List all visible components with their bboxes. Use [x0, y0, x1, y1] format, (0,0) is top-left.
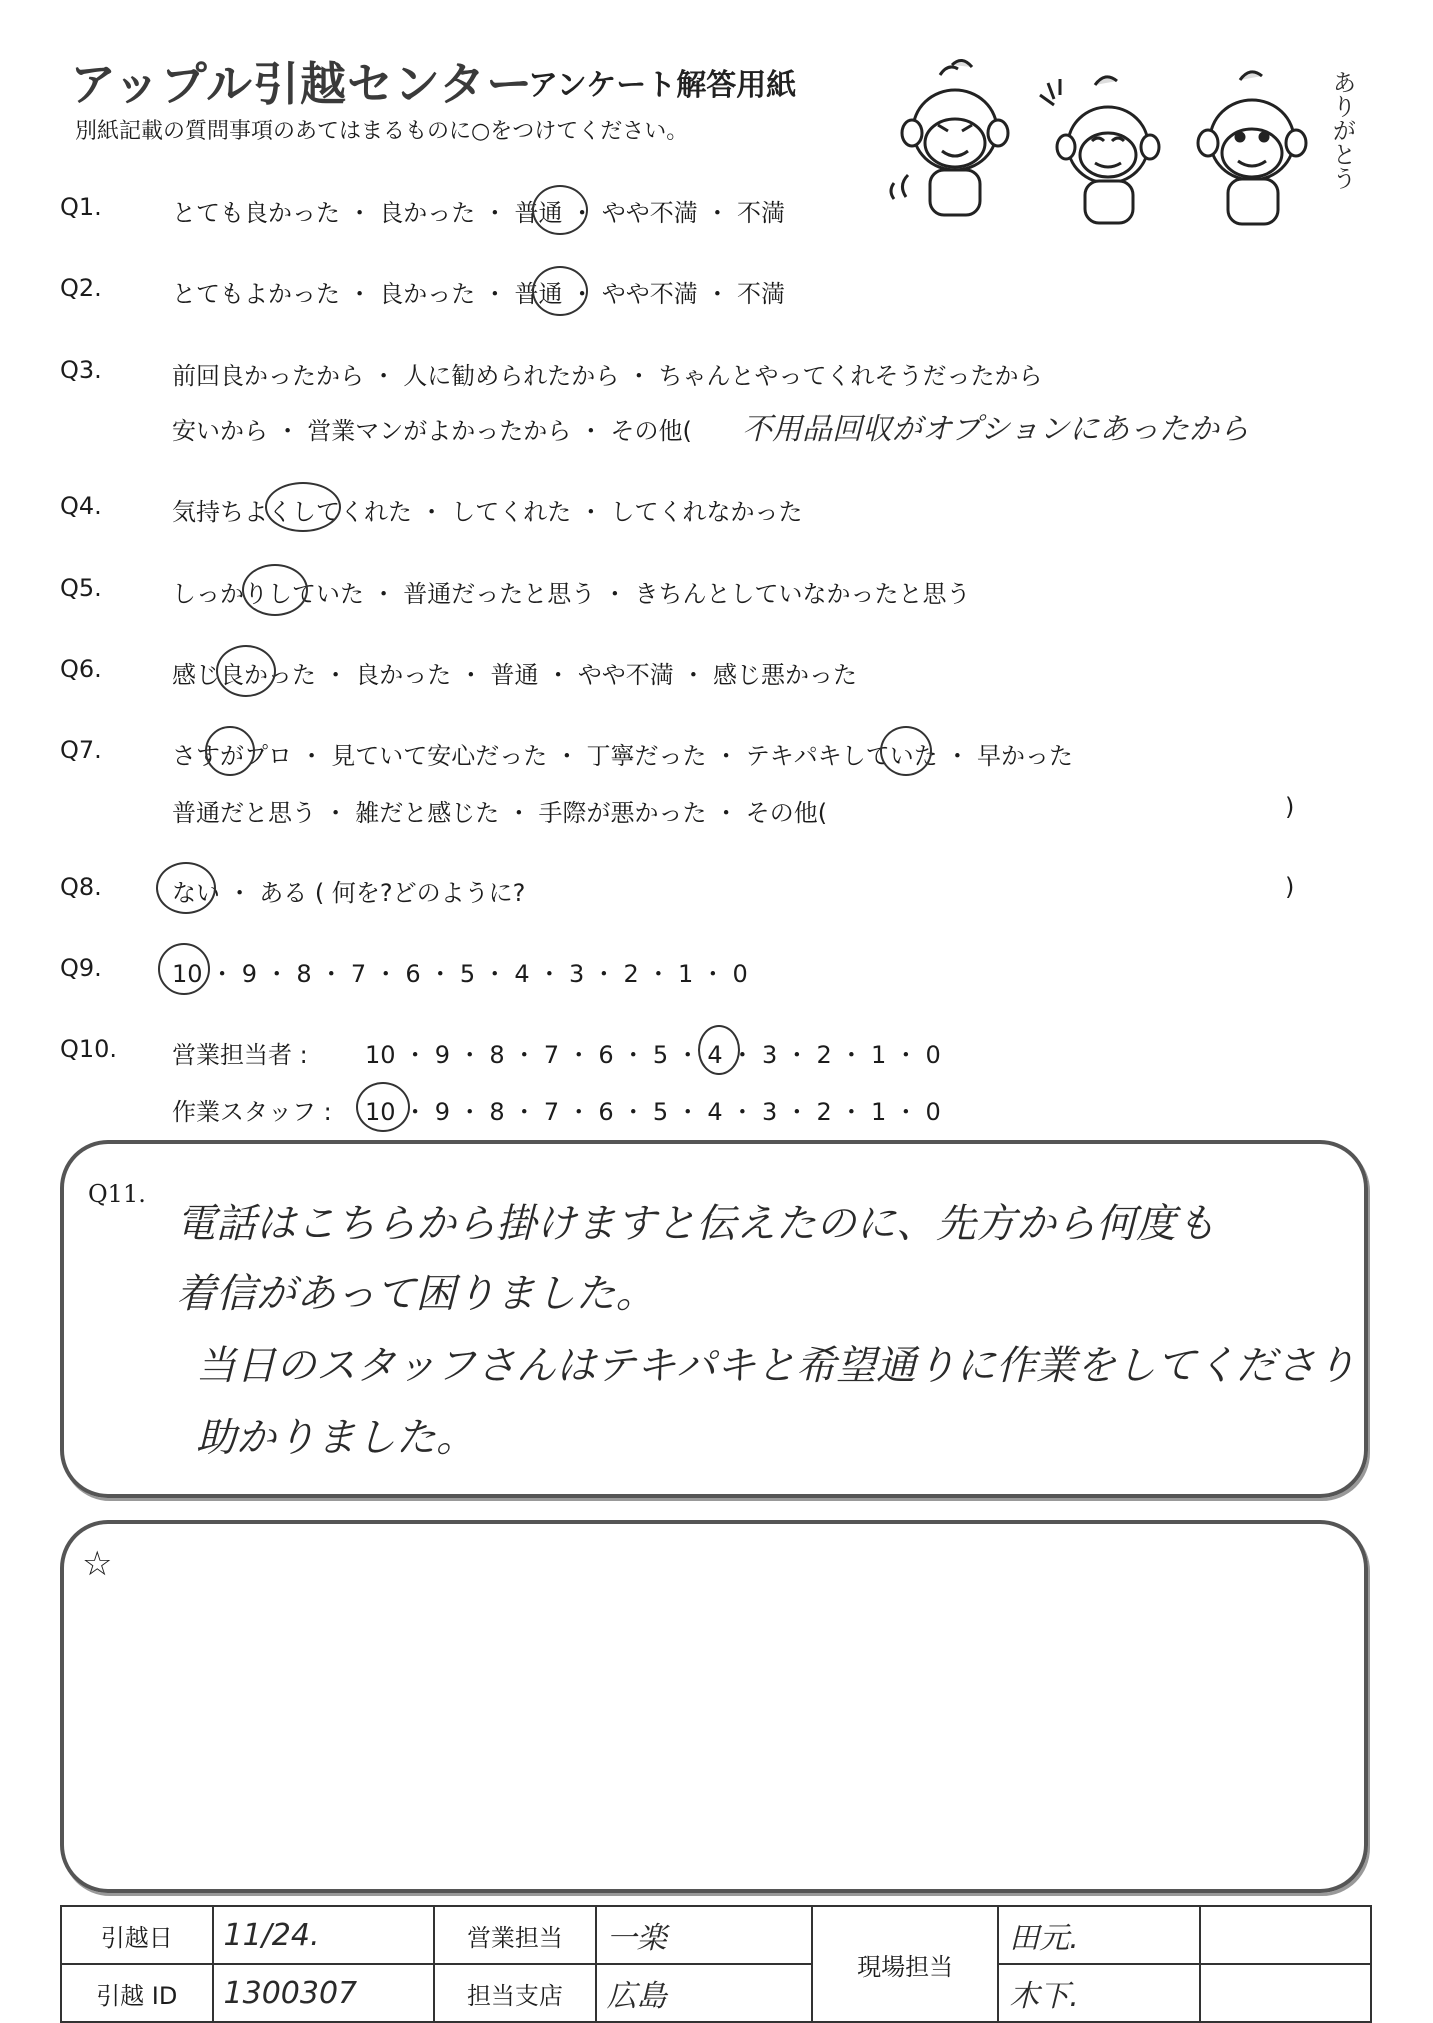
- q8-answer-mark: [156, 862, 216, 914]
- q10-staff-answer-mark: [356, 1082, 410, 1132]
- q11-comment-box: [60, 1140, 1368, 1498]
- thank-you-text: ありがとう: [1328, 70, 1356, 190]
- q5-options: しっかりしていた ・ 普通だったと思う ・ きちんとしていなかったと思う: [172, 580, 971, 608]
- q9-scale: 10 ・ 9 ・ 8 ・ 7 ・ 6 ・ 5 ・ 4 ・ 3 ・ 2 ・ 1 ・ 0: [172, 960, 748, 988]
- q4-options: 気持ちよくしてくれた ・ してくれた ・ してくれなかった: [172, 498, 803, 526]
- site-rep-empty-1: [1200, 1906, 1371, 1964]
- q3-options-line1: 前回良かったから ・ 人に勧められたから ・ ちゃんとやってくれそうだったから: [172, 362, 1043, 390]
- move-date-value: 11/24.: [213, 1906, 435, 1964]
- site-rep-value-2: 木下.: [998, 1964, 1199, 2022]
- q7-label: Q7.: [60, 736, 102, 764]
- site-rep-empty-2: [1200, 1964, 1371, 2022]
- q8-options: ない ・ ある ( 何を?どのように?: [172, 879, 526, 907]
- sales-rep-label: 営業担当: [434, 1906, 595, 1964]
- q7-answer-mark-2: [880, 726, 932, 776]
- q11-comment-line: 当日のスタッフさんはテキパキと希望通りに作業をしてくださり: [196, 1343, 1356, 1389]
- site-rep-label: 現場担当: [812, 1906, 998, 2022]
- q1-options: とても良かった ・ 良かった ・ 普通 ・ やや不満 ・ 不満: [172, 199, 786, 227]
- q11-label: Q11.: [88, 1180, 146, 1208]
- q7-other-close: ): [1285, 793, 1295, 821]
- q4-answer-mark: [265, 482, 341, 532]
- q6-answer-mark: [216, 645, 276, 697]
- q10-staff-label: 作業スタッフ :: [172, 1098, 332, 1126]
- q7-options-line1: さすがプロ ・ 見ていて安心だった ・ 丁寧だった ・ テキパキしていた ・ 早かった: [172, 742, 1074, 770]
- q9-answer-mark: [158, 943, 210, 995]
- q11-comment-line: 電話はこちらから掛けますと伝えたのに、先方から何度も: [176, 1201, 1216, 1247]
- q2-options: とてもよかった ・ 良かった ・ 普通 ・ やや不満 ・ 不満: [172, 280, 786, 308]
- q1-answer-mark: [532, 185, 588, 235]
- q2-answer-mark: [532, 266, 588, 316]
- monkey-mascots-illustration: [880, 55, 1350, 235]
- q3-options-line2: 安いから ・ 営業マンがよかったから ・ その他(: [172, 417, 692, 445]
- q3-label: Q3.: [60, 356, 102, 384]
- q8-close: ): [1285, 873, 1295, 901]
- extra-comment-box: [60, 1520, 1368, 1893]
- q7-answer-mark-1: [205, 726, 255, 776]
- q6-label: Q6.: [60, 655, 102, 683]
- q11-comment-line: 着信があって困りました。: [176, 1271, 656, 1317]
- q10-label: Q10.: [60, 1035, 118, 1063]
- move-id-label: 引越 ID: [61, 1964, 213, 2022]
- site-rep-value-1: 田元.: [998, 1906, 1199, 1964]
- star-icon: ☆: [82, 1544, 113, 1584]
- q9-label: Q9.: [60, 954, 102, 982]
- q10-sales-scale: 10 ・ 9 ・ 8 ・ 7 ・ 6 ・ 5 ・ 4 ・ 3 ・ 2 ・ 1 ・ 0: [365, 1041, 941, 1069]
- q7-options-line2: 普通だと思う ・ 雑だと感じた ・ 手際が悪かった ・ その他(: [172, 799, 828, 827]
- q5-answer-mark: [242, 564, 308, 616]
- q8-label: Q8.: [60, 873, 102, 901]
- company-title: アップル引越センター: [70, 57, 534, 111]
- q6-options: 感じ良かった ・ 良かった ・ 普通 ・ やや不満 ・ 感じ悪かった: [172, 661, 858, 689]
- q5-label: Q5.: [60, 574, 102, 602]
- q10-sales-answer-mark: [698, 1025, 740, 1075]
- form-subtitle: アンケート解答用紙: [528, 68, 797, 103]
- sales-rep-value: 一楽: [596, 1906, 812, 1964]
- q2-label: Q2.: [60, 274, 102, 302]
- move-date-label: 引越日: [61, 1906, 213, 1964]
- move-info-table: [60, 1905, 1372, 2023]
- q10-sales-label: 営業担当者 :: [172, 1041, 308, 1069]
- q3-other-handwritten: 不用品回収がオプションにあったから: [742, 412, 1249, 447]
- q4-label: Q4.: [60, 492, 102, 520]
- instruction-text: 別紙記載の質問事項のあてはまるものに○をつけてください。: [75, 119, 689, 144]
- move-id-value: 1300307: [213, 1964, 435, 2022]
- branch-value: 広島: [596, 1964, 812, 2022]
- q1-label: Q1.: [60, 193, 102, 221]
- q10-staff-scale: 10 ・ 9 ・ 8 ・ 7 ・ 6 ・ 5 ・ 4 ・ 3 ・ 2 ・ 1 ・ 0: [365, 1098, 941, 1126]
- q11-comment-line: 助かりました。: [196, 1415, 476, 1461]
- branch-label: 担当支店: [434, 1964, 595, 2022]
